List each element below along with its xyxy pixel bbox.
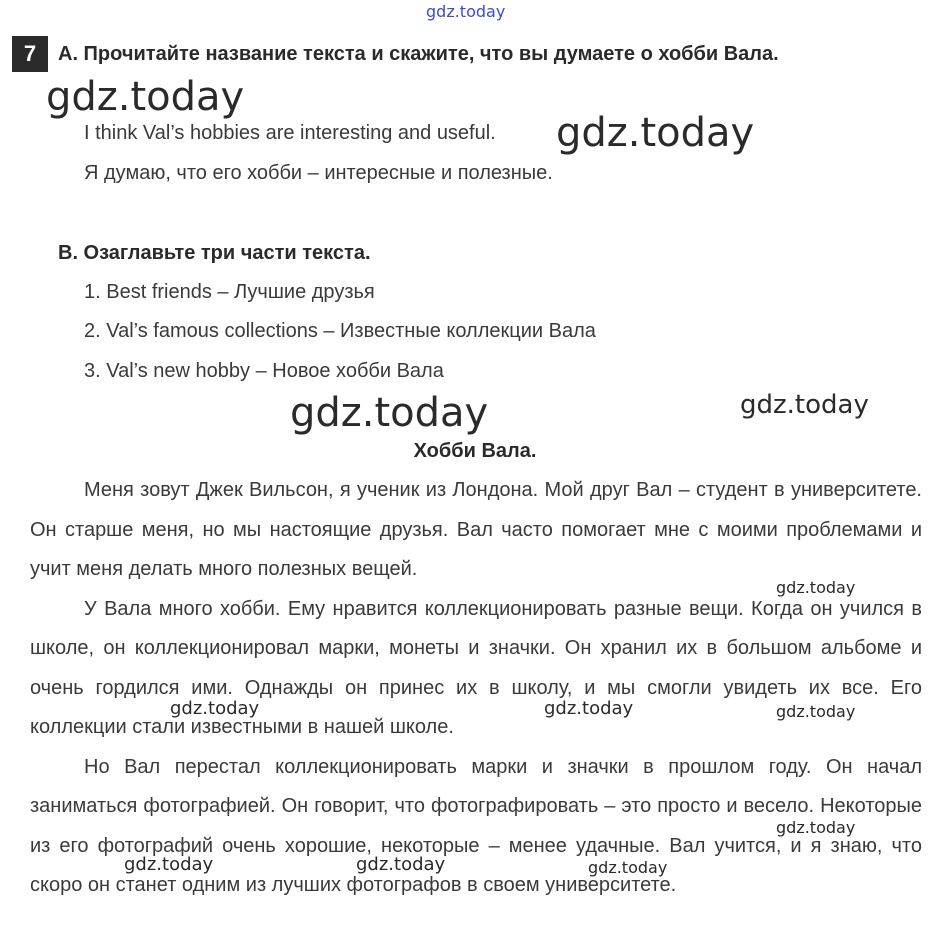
part-b-item: 2. Val’s famous collections – Известные коллекции Вала <box>84 320 596 342</box>
watermark: gdz.today <box>356 854 446 875</box>
watermark: gdz.today <box>740 390 869 420</box>
watermark: gdz.today <box>544 698 634 719</box>
part-b-item: 3. Val’s new hobby – Новое хобби Вала <box>84 360 444 382</box>
watermark: gdz.today <box>124 854 214 875</box>
watermark: gdz.today <box>588 858 668 877</box>
part-b-item: 1. Best friends – Лучшие друзья <box>84 281 375 303</box>
watermark-top: gdz.today <box>426 2 506 21</box>
text-paragraph: У Вала много хобби. Ему нравится коллекционировать разные вещи. Когда он учился в школе, он коллекционировал марки, монеты и значки. Он хранил их в большом альбоме и очень гордился ими. Однажды он принес их в школу, и мы смогли увидеть их все. Его коллекции стали известными в нашей школе. <box>30 597 922 738</box>
part-a-answer-ru: Я думаю, что его хобби – интересные и полезные. <box>84 162 553 184</box>
watermark: gdz.today <box>556 110 755 156</box>
part-a-instruction: A. Прочитайте название текста и скажите, что вы думаете о хобби Вала. <box>58 43 779 65</box>
text-paragraph: Меня зовут Джек Вильсон, я ученик из Лондона. Мой друг Вал – студент в университете. Он старше меня, но мы настоящие друзья. Вал часто помогает мне с моими проблемами и учит меня делать много полезных вещей. <box>30 479 922 580</box>
text-paragraph: Но Вал перестал коллекционировать марки и значки в прошлом году. Он начал заниматься фотографией. Он говорит, что фотографировать – это просто и весело. Некоторые из его фотографий очень хорошие, некоторые – менее удачные. Вал учится, и я знаю, что скоро он станет одним из лучших фотографов в своем университете. <box>30 755 922 896</box>
watermark: gdz.today <box>290 390 489 436</box>
exercise-number-badge: 7 <box>12 36 48 72</box>
watermark: gdz.today <box>776 818 856 837</box>
watermark: gdz.today <box>776 578 856 597</box>
part-a-answer-en: I think Val’s hobbies are interesting and useful. <box>84 122 496 144</box>
watermark: gdz.today <box>776 702 856 721</box>
part-b-instruction: B. Озаглавьте три части текста. <box>58 242 371 264</box>
text-body <box>30 471 922 906</box>
watermark: gdz.today <box>170 698 260 719</box>
watermark: gdz.today <box>46 74 245 120</box>
text-title: Хобби Вала. <box>413 440 537 462</box>
